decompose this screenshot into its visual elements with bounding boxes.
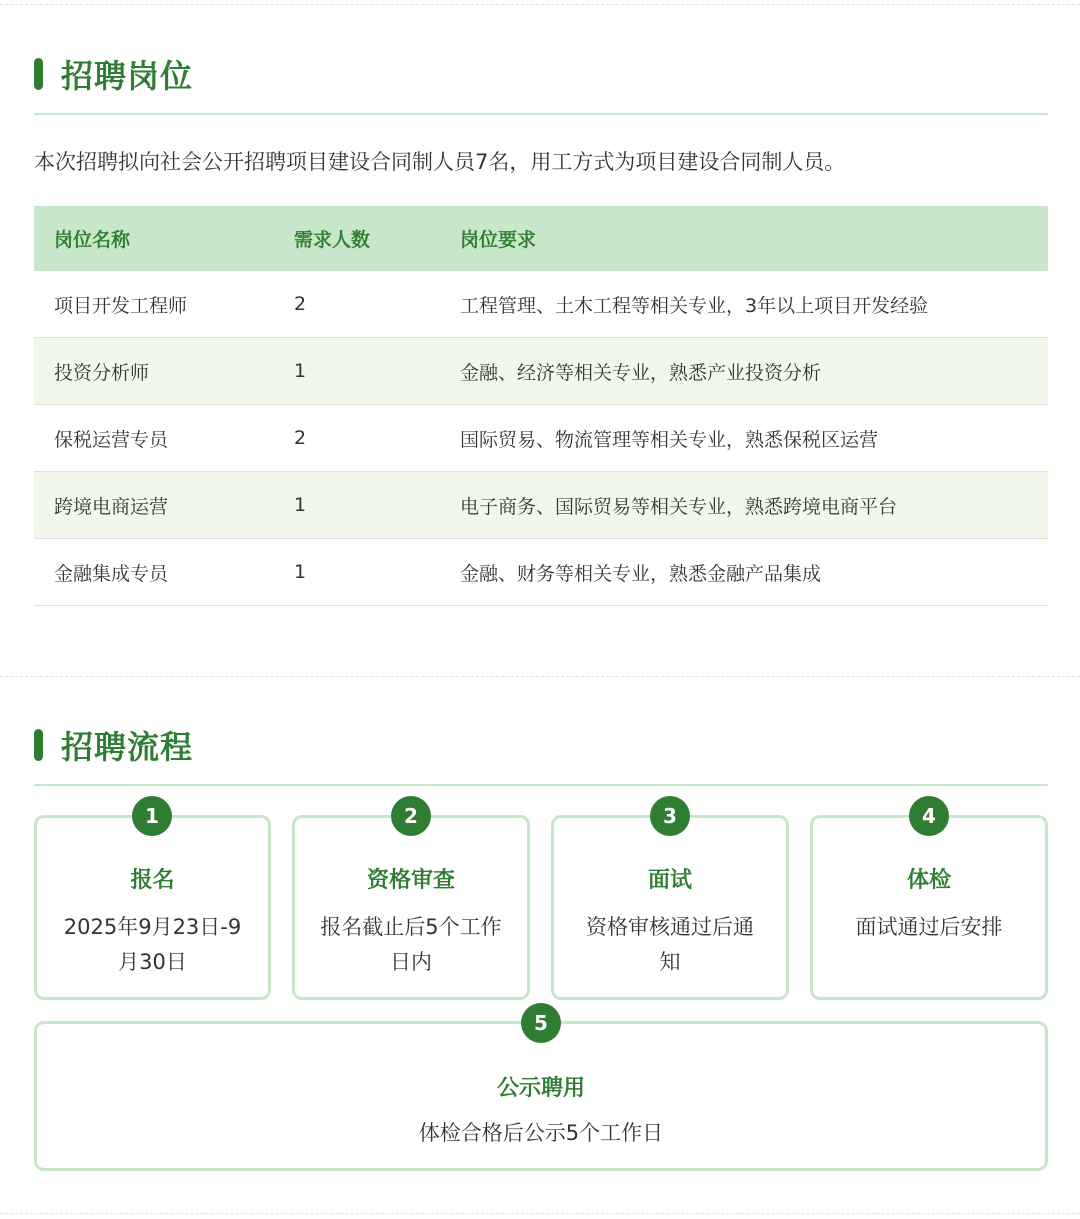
headcount: 2 bbox=[274, 405, 440, 472]
position-name: 保税运营专员 bbox=[34, 405, 274, 472]
process-title: 招聘流程 bbox=[61, 728, 194, 766]
header-position-name: 岗位名称 bbox=[34, 206, 274, 271]
step-desc-line: 报名截止后5个工作 bbox=[320, 915, 502, 939]
position-name: 投资分析师 bbox=[34, 338, 274, 405]
step-desc-line: 月30日 bbox=[118, 950, 187, 974]
header-requirements: 岗位要求 bbox=[440, 206, 1048, 271]
table-row bbox=[34, 472, 1048, 539]
table-row bbox=[34, 271, 1048, 338]
step-number-badge: 2 bbox=[391, 796, 431, 836]
table-row bbox=[34, 405, 1048, 472]
step-desc bbox=[315, 910, 507, 980]
process-step-card bbox=[810, 815, 1048, 1000]
process-step-card-final bbox=[34, 1021, 1048, 1171]
title-accent-bar bbox=[34, 58, 43, 90]
step-title: 体检 bbox=[906, 868, 951, 893]
table-row bbox=[34, 338, 1048, 405]
step-number-badge: 3 bbox=[650, 796, 690, 836]
step-desc-line: 知 bbox=[659, 950, 681, 974]
bottom-divider bbox=[0, 1213, 1080, 1214]
table-header-row bbox=[34, 206, 1048, 271]
table-row bbox=[34, 539, 1048, 606]
positions-title-rule bbox=[34, 113, 1048, 115]
step-title: 报名 bbox=[130, 868, 175, 893]
positions-intro: 本次招聘拟向社会公开招聘项目建设合同制人员7名，用工方式为项目建设合同制人员。 bbox=[34, 150, 846, 174]
step-desc-line: 面试通过后安排 bbox=[855, 915, 1003, 939]
step-number-badge: 4 bbox=[909, 796, 949, 836]
step-title: 公示聘用 bbox=[496, 1076, 585, 1101]
requirements: 金融、经济等相关专业，熟悉产业投资分析 bbox=[440, 338, 1048, 405]
position-name: 项目开发工程师 bbox=[34, 271, 274, 338]
headcount: 2 bbox=[274, 271, 440, 338]
step-desc bbox=[57, 910, 248, 980]
headcount: 1 bbox=[274, 472, 440, 539]
step-desc-line: 体检合格后公示5个工作日 bbox=[418, 1121, 664, 1145]
header-headcount: 需求人数 bbox=[274, 206, 440, 271]
section-divider bbox=[0, 676, 1080, 677]
position-name: 金融集成专员 bbox=[34, 539, 274, 606]
position-name: 跨境电商运营 bbox=[34, 472, 274, 539]
process-title-rule bbox=[34, 784, 1048, 786]
step-desc-line: 资格审核通过后通 bbox=[586, 915, 754, 939]
positions-title: 招聘岗位 bbox=[61, 57, 194, 95]
step-desc bbox=[833, 910, 1025, 945]
process-step-card bbox=[551, 815, 789, 1000]
step-desc bbox=[57, 1116, 1025, 1151]
step-number-badge: 5 bbox=[521, 1003, 561, 1043]
top-divider bbox=[0, 4, 1080, 5]
process-section-title bbox=[34, 725, 193, 765]
step-title: 资格审查 bbox=[366, 868, 455, 893]
headcount: 1 bbox=[274, 539, 440, 606]
requirements: 金融、财务等相关专业，熟悉金融产品集成 bbox=[440, 539, 1048, 606]
step-desc-line: 日内 bbox=[390, 950, 432, 974]
requirements: 国际贸易、物流管理等相关专业，熟悉保税区运营 bbox=[440, 405, 1048, 472]
step-desc-line: 2025年9月23日-9 bbox=[63, 915, 242, 939]
process-step-card bbox=[34, 815, 271, 1000]
headcount: 1 bbox=[274, 338, 440, 405]
step-title: 面试 bbox=[647, 868, 692, 893]
requirements: 电子商务、国际贸易等相关专业，熟悉跨境电商平台 bbox=[440, 472, 1048, 539]
requirements: 工程管理、土木工程等相关专业，3年以上项目开发经验 bbox=[440, 271, 1048, 338]
process-step-card bbox=[292, 815, 530, 1000]
step-number-badge: 1 bbox=[132, 796, 172, 836]
step-desc bbox=[574, 910, 766, 980]
positions-table bbox=[34, 206, 1048, 606]
title-accent-bar bbox=[34, 729, 43, 761]
positions-section-title bbox=[34, 54, 193, 94]
